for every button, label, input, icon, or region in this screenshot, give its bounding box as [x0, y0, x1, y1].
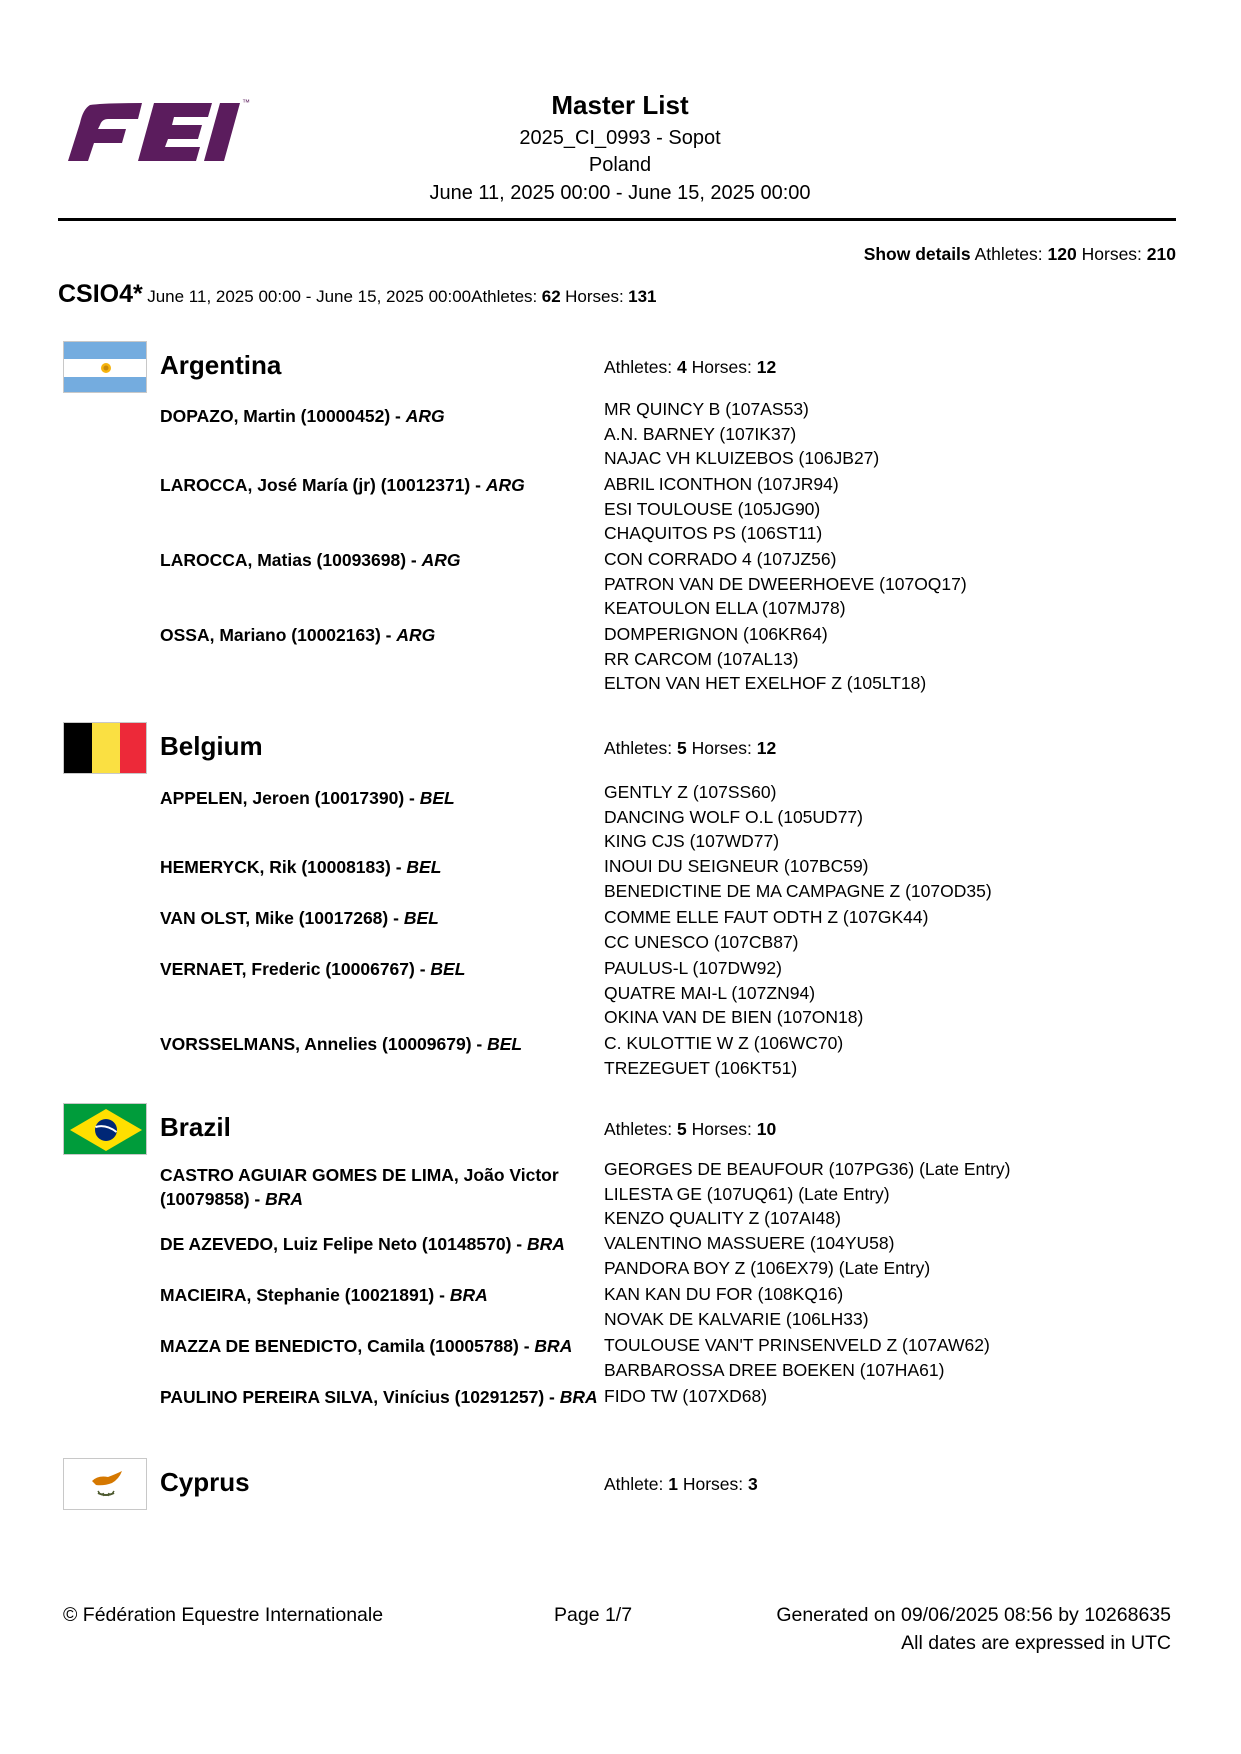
horse-list: [604, 905, 928, 954]
athlete-nf: BRA: [526, 1234, 565, 1254]
country-count-argentina: [604, 357, 776, 378]
athlete-row: [160, 473, 595, 497]
competition-name: CSIO4*: [58, 280, 143, 308]
country-count-brazil: [604, 1119, 776, 1140]
country-count-belgium: [604, 738, 776, 759]
footer-timezone-note: All dates are expressed in UTC: [901, 1632, 1171, 1654]
athlete-nf: BEL: [403, 908, 439, 928]
competition-athletes-label: Athletes:: [471, 287, 538, 306]
athlete-nf: BRA: [265, 1189, 304, 1209]
athlete-row: [160, 906, 595, 930]
horse-entry: ELTON VAN HET EXELHOF Z (105LT18): [604, 673, 927, 693]
country-name-cyprus: Cyprus: [160, 1467, 250, 1497]
show-athletes-count: 120: [1047, 244, 1077, 264]
brazil-flag: [63, 1103, 147, 1155]
show-horses-label: Horses:: [1081, 244, 1142, 264]
athlete-name: PAULINO PEREIRA SILVA, Vinícius (10291257) -: [160, 1387, 555, 1407]
cyprus-flag-icon: [64, 1459, 147, 1510]
horse-entry: VALENTINO MASSUERE (104YU58): [604, 1233, 895, 1253]
athlete-name: HEMERYCK, Rik (10008183) -: [160, 857, 402, 877]
horse-entry: GENTLY Z (107SS60): [604, 782, 777, 802]
svg-text:™: ™: [242, 98, 250, 107]
horse-entry: CHAQUITOS PS (106ST11): [604, 523, 823, 543]
athlete-row: [160, 404, 595, 428]
athlete-row: [160, 623, 595, 647]
athlete-nf: BRA: [559, 1387, 598, 1407]
athlete-name: VAN OLST, Mike (10017268) -: [160, 908, 399, 928]
horses-count: 10: [756, 1119, 777, 1139]
cyprus-flag: [63, 1458, 147, 1510]
event-code: 2025_CI_0993 - Sopot: [519, 127, 721, 149]
athlete-nf: BEL: [430, 959, 466, 979]
horses-label: Horses:: [691, 357, 752, 377]
footer-generated: Generated on 09/06/2025 08:56 by 10268635: [776, 1604, 1171, 1626]
horse-entry: LILESTA GE (107UQ61) (Late Entry): [604, 1183, 890, 1204]
horse-list: [604, 397, 879, 471]
horse-entry: ABRIL ICONTHON (107JR94): [604, 474, 839, 494]
horse-entry: FIDO TW (107XD68): [604, 1386, 768, 1406]
horse-entry: GEORGES DE BEAUFOUR (107PG36) (Late Entry): [604, 1159, 1011, 1179]
horse-entry: KEATOULON ELLA (107MJ78): [604, 598, 846, 618]
athlete-row: [160, 1032, 595, 1056]
athlete-row: [160, 1163, 595, 1211]
horse-entry: CON CORRADO 4 (107JZ56): [604, 549, 837, 569]
athletes-count: 1: [668, 1474, 678, 1494]
fei-logo: [62, 95, 262, 167]
athlete-nf: ARG: [396, 625, 436, 645]
footer-page-number: Page 1/7: [554, 1604, 633, 1626]
horses-count: 12: [756, 738, 777, 758]
country-name-argentina: Argentina: [160, 350, 282, 380]
horse-list: [604, 956, 863, 1030]
athlete-row: [160, 957, 595, 981]
horse-entry: TOULOUSE VAN'T PRINSENVELD Z (107AW62): [604, 1335, 990, 1355]
athlete-name: VERNAET, Frederic (10006767) -: [160, 959, 426, 979]
horse-entry: KING CJS (107WD77): [604, 831, 780, 851]
athlete-name: LAROCCA, Matias (10093698) -: [160, 550, 417, 570]
horse-list: [604, 1282, 869, 1331]
brazil-flag-icon: [64, 1104, 147, 1155]
horse-list: [604, 1333, 990, 1382]
horse-entry: C. KULOTTIE W Z (106WC70): [604, 1033, 844, 1053]
horses-label: Horses:: [682, 1474, 744, 1494]
horses-count: 3: [748, 1474, 758, 1494]
athlete-name: DOPAZO, Martin (10000452) -: [160, 406, 401, 426]
horses-count: 12: [756, 357, 777, 377]
athletes-count: 4: [676, 357, 687, 377]
show-details: [864, 244, 1176, 265]
athlete-nf: ARG: [421, 550, 461, 570]
athlete-nf: BEL: [419, 788, 455, 808]
horse-entry: DANCING WOLF O.L (105UD77): [604, 806, 863, 827]
athlete-row: [160, 548, 595, 572]
horse-list: [604, 854, 992, 903]
event-dates: June 11, 2025 00:00 - June 15, 2025 00:00: [429, 182, 811, 204]
argentina-flag: [63, 341, 147, 393]
horse-entry: INOUI DU SEIGNEUR (107BC59): [604, 856, 869, 876]
horse-entry: BENEDICTINE DE MA CAMPAGNE Z (107OD35): [604, 880, 992, 901]
athlete-nf: BEL: [487, 1034, 523, 1054]
horse-list: [604, 1231, 930, 1280]
horse-list: [604, 1157, 1011, 1231]
horse-entry: PANDORA BOY Z (106EX79) (Late Entry): [604, 1257, 931, 1278]
horse-entry: NOVAK DE KALVARIE (106LH33): [604, 1308, 869, 1329]
horse-list: [604, 622, 926, 696]
athletes-count: 5: [676, 738, 687, 758]
athlete-row: [160, 1283, 595, 1307]
competition-athletes-count: 62: [541, 287, 561, 306]
horses-label: Horses:: [691, 738, 752, 758]
athlete-name: MAZZA DE BENEDICTO, Camila (10005788) -: [160, 1336, 530, 1356]
athlete-name: APPELEN, Jeroen (10017390) -: [160, 788, 415, 808]
horse-entry: RR CARCOM (107AL13): [604, 648, 799, 669]
athlete-nf: ARG: [405, 406, 445, 426]
page-title: Master List: [551, 90, 689, 120]
belgium-flag-icon: [64, 723, 147, 774]
horse-entry: COMME ELLE FAUT ODTH Z (107GK44): [604, 907, 929, 927]
athlete-name: LAROCCA, José María (jr) (10012371) -: [160, 475, 481, 495]
athlete-row: [160, 1334, 580, 1358]
horse-entry: OKINA VAN DE BIEN (107ON18): [604, 1007, 864, 1027]
horse-entry: TREZEGUET (106KT51): [604, 1057, 798, 1078]
horse-list: [604, 472, 839, 546]
show-horses-count: 210: [1146, 244, 1176, 264]
horse-entry: KAN KAN DU FOR (108KQ16): [604, 1284, 844, 1304]
horse-entry: KENZO QUALITY Z (107AI48): [604, 1208, 841, 1228]
athlete-name: DE AZEVEDO, Luiz Felipe Neto (10148570) -: [160, 1234, 523, 1254]
show-details-label: Show details: [863, 244, 971, 264]
show-athletes-label: Athletes:: [974, 244, 1043, 264]
athlete-name: CASTRO AGUIAR GOMES DE LIMA, João Victor (10079858) -: [160, 1165, 559, 1209]
horse-entry: NAJAC VH KLUIZEBOS (106JB27): [604, 448, 880, 468]
horse-entry: MR QUINCY B (107AS53): [604, 399, 809, 419]
belgium-flag: [63, 722, 147, 774]
country-count-cyprus: [604, 1474, 758, 1495]
horse-list: [604, 780, 863, 854]
athletes-label: Athletes:: [604, 1119, 673, 1139]
horse-list: [604, 547, 967, 621]
horse-entry: PAULUS-L (107DW92): [604, 958, 782, 978]
argentina-flag-icon: [64, 342, 147, 393]
horse-entry: QUATRE MAI-L (107ZN94): [604, 982, 816, 1003]
athletes-label: Athletes:: [604, 738, 673, 758]
athletes-count: 5: [676, 1119, 687, 1139]
country-name-belgium: Belgium: [160, 731, 263, 761]
athlete-nf: ARG: [485, 475, 525, 495]
footer-copyright: © Fédération Equestre Internationale: [63, 1604, 384, 1626]
athlete-row: [160, 855, 595, 879]
horse-entry: DOMPERIGNON (106KR64): [604, 624, 828, 644]
horse-list: [604, 1384, 767, 1409]
horse-list: [604, 1031, 843, 1080]
athlete-nf: BRA: [449, 1285, 488, 1305]
horse-entry: ESI TOULOUSE (105JG90): [604, 498, 821, 519]
athlete-name: MACIEIRA, Stephanie (10021891) -: [160, 1285, 445, 1305]
athlete-row: [160, 786, 595, 810]
competition-horses-count: 131: [628, 287, 657, 306]
competition-dates: June 11, 2025 00:00 - June 15, 2025 00:00: [147, 287, 472, 306]
athlete-nf: BRA: [534, 1336, 573, 1356]
country-name-brazil: Brazil: [160, 1112, 231, 1142]
athlete-row: [160, 1385, 600, 1409]
athletes-label: Athletes:: [604, 357, 673, 377]
competition-horses-label: Horses:: [565, 287, 624, 306]
competition-line: [58, 280, 657, 309]
horses-label: Horses:: [691, 1119, 752, 1139]
athlete-row: [160, 1232, 610, 1256]
horse-entry: CC UNESCO (107CB87): [604, 931, 799, 952]
athlete-name: VORSSELMANS, Annelies (10009679) -: [160, 1034, 483, 1054]
header-divider: [58, 218, 1176, 221]
event-country: Poland: [588, 154, 652, 176]
athlete-name: OSSA, Mariano (10002163) -: [160, 625, 392, 645]
athletes-label: Athlete:: [604, 1474, 664, 1494]
horse-entry: A.N. BARNEY (107IK37): [604, 423, 797, 444]
horse-entry: BARBAROSSA DREE BOEKEN (107HA61): [604, 1359, 945, 1380]
athlete-nf: BEL: [406, 857, 442, 877]
horse-entry: PATRON VAN DE DWEERHOEVE (107OQ17): [604, 573, 967, 594]
